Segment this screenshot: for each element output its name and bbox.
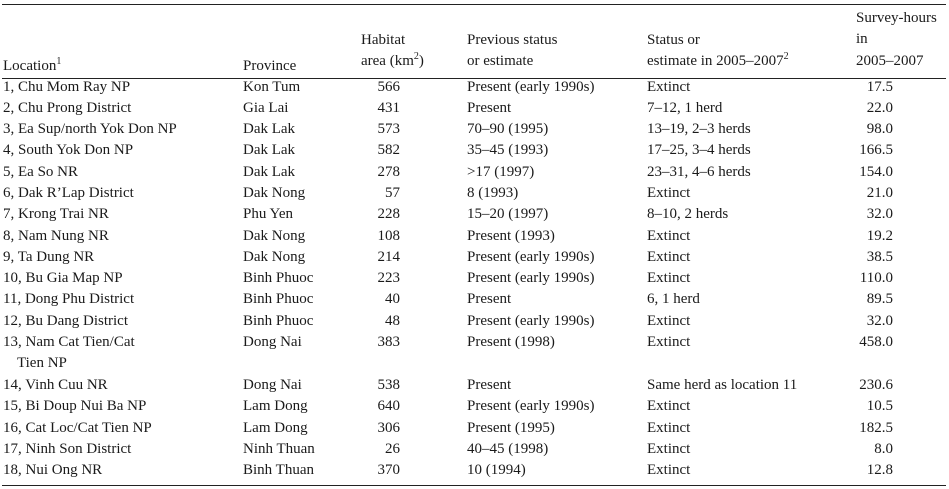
cell-status: Extinct <box>647 228 691 244</box>
table-bottom-rule <box>2 485 946 486</box>
cell-previous: Present (early 1990s) <box>467 79 595 95</box>
cell-location: 8, Nam Nung NR <box>3 228 109 244</box>
cell-area: 573 <box>377 121 400 137</box>
table-row <box>0 311 949 332</box>
table-row <box>0 226 949 247</box>
cell-hours: 38.5 <box>866 249 893 265</box>
cell-hours: 32.0 <box>866 313 893 329</box>
cell-hours: 98.0 <box>866 121 893 137</box>
cell-area: 431 <box>377 100 400 116</box>
table-row <box>0 119 949 140</box>
cell-status: Extinct <box>647 462 691 478</box>
cell-province: Lam Dong <box>243 398 308 414</box>
cell-previous: 70–90 (1995) <box>467 121 549 137</box>
cell-province: Dak Nong <box>243 185 306 201</box>
cell-hours: 8.0 <box>874 441 893 457</box>
cell-location: 1, Chu Mom Ray NP <box>3 79 131 95</box>
cell-status: Extinct <box>647 313 691 329</box>
cell-area: 214 <box>377 249 400 265</box>
cell-province: Phu Yen <box>243 206 294 222</box>
cell-location: 17, Ninh Son District <box>3 441 132 457</box>
cell-status: 6, 1 herd <box>647 291 700 307</box>
cell-hours: 154.0 <box>859 164 893 180</box>
cell-hours: 21.0 <box>866 185 893 201</box>
cell-area: 223 <box>377 270 400 286</box>
cell-location: 18, Nui Ong NR <box>3 462 103 478</box>
cell-province: Dak Nong <box>243 249 306 265</box>
cell-hours: 19.2 <box>866 228 893 244</box>
cell-previous: Present (early 1990s) <box>467 249 595 265</box>
table-row <box>0 268 949 289</box>
table-row <box>0 289 949 310</box>
cell-status: Extinct <box>647 185 691 201</box>
table-row <box>0 439 949 460</box>
cell-province: Kon Tum <box>243 79 301 95</box>
cell-province: Dak Lak <box>243 164 296 180</box>
cell-previous: Present <box>467 377 512 393</box>
table-row <box>0 375 949 396</box>
cell-province: Binh Phuoc <box>243 291 314 307</box>
cell-hours: 12.8 <box>866 462 893 478</box>
cell-province: Binh Phuoc <box>243 270 314 286</box>
cell-area: 228 <box>377 206 400 222</box>
header-location-footnote: 1 <box>56 56 62 67</box>
header-habitat-line1: Habitat <box>361 32 406 48</box>
table-row <box>0 77 949 98</box>
cell-area: 538 <box>377 377 400 393</box>
header-previous-line2: or estimate <box>467 53 534 69</box>
cell-status: 23–31, 4–6 herds <box>647 164 751 180</box>
cell-status: 13–19, 2–3 herds <box>647 121 751 137</box>
table-row <box>0 183 949 204</box>
cell-province: Dak Lak <box>243 121 296 137</box>
cell-previous: Present (early 1990s) <box>467 313 595 329</box>
table-top-rule <box>2 4 946 5</box>
table-row <box>0 332 949 371</box>
cell-previous: >17 (1997) <box>467 164 535 180</box>
cell-previous: Present (1995) <box>467 420 555 436</box>
cell-area: 306 <box>377 420 400 436</box>
cell-previous: Present (early 1990s) <box>467 398 595 414</box>
cell-location: 12, Bu Dang District <box>3 313 128 329</box>
cell-location: 6, Dak R’Lap District <box>3 185 134 201</box>
cell-status: Extinct <box>647 270 691 286</box>
cell-area: 383 <box>377 334 400 350</box>
header-hours-line3: 2005–2007 <box>856 53 924 69</box>
cell-hours: 89.5 <box>866 291 893 307</box>
cell-status: Extinct <box>647 420 691 436</box>
cell-location: 10, Bu Gia Map NP <box>3 270 123 286</box>
cell-location-continued: Tien NP <box>17 355 67 371</box>
table-row <box>0 204 949 225</box>
header-habitat-superscript: 2 <box>413 51 419 62</box>
header-previous-line1: Previous status <box>467 32 558 48</box>
cell-previous: Present (1998) <box>467 334 555 350</box>
cell-area: 582 <box>377 142 400 158</box>
cell-previous: 8 (1993) <box>467 185 519 201</box>
table-row <box>0 460 949 481</box>
table-row <box>0 396 949 417</box>
cell-province: Dak Nong <box>243 228 306 244</box>
cell-previous: Present (early 1990s) <box>467 270 595 286</box>
cell-province: Dak Lak <box>243 142 296 158</box>
header-status-text: estimate in 2005–2007 <box>647 53 784 69</box>
cell-status: Extinct <box>647 398 691 414</box>
cell-hours: 182.5 <box>859 420 893 436</box>
cell-hours: 22.0 <box>866 100 893 116</box>
header-habitat-line2 <box>361 51 424 72</box>
cell-location: 5, Ea So NR <box>3 164 78 180</box>
cell-province: Gia Lai <box>243 100 289 116</box>
header-status-line2 <box>647 51 789 72</box>
header-hours-line2: in <box>856 31 868 47</box>
cell-province: Lam Dong <box>243 420 308 436</box>
cell-status: 7–12, 1 herd <box>647 100 723 116</box>
table-row <box>0 162 949 183</box>
cell-province: Ninh Thuan <box>243 441 315 457</box>
table-row <box>0 140 949 161</box>
cell-previous: 10 (1994) <box>467 462 526 478</box>
cell-previous: Present (1993) <box>467 228 555 244</box>
cell-hours: 17.5 <box>866 79 893 95</box>
cell-status: 17–25, 3–4 herds <box>647 142 751 158</box>
cell-previous: 35–45 (1993) <box>467 142 549 158</box>
cell-area: 40 <box>385 291 400 307</box>
header-status-footnote: 2 <box>783 51 789 62</box>
cell-area: 57 <box>385 185 400 201</box>
table-row <box>0 418 949 439</box>
cell-status: Extinct <box>647 441 691 457</box>
cell-hours: 110.0 <box>859 270 893 286</box>
cell-province: Binh Thuan <box>243 462 314 478</box>
cell-area: 566 <box>377 79 400 95</box>
cell-area: 640 <box>377 398 400 414</box>
cell-previous: 15–20 (1997) <box>467 206 549 222</box>
header-province: Province <box>243 58 297 74</box>
table-row <box>0 98 949 119</box>
header-location-text: Location <box>3 58 57 74</box>
cell-hours: 32.0 <box>866 206 893 222</box>
cell-status: Extinct <box>647 249 691 265</box>
header-habitat-text: area (km <box>361 53 414 69</box>
cell-province: Binh Phuoc <box>243 313 314 329</box>
cell-location: 14, Vinh Cuu NR <box>3 377 108 393</box>
cell-previous: Present <box>467 100 512 116</box>
cell-status: Extinct <box>647 79 691 95</box>
cell-hours: 230.6 <box>859 377 893 393</box>
cell-location: 7, Krong Trai NR <box>3 206 109 222</box>
cell-location: 11, Dong Phu District <box>3 291 135 307</box>
cell-province: Dong Nai <box>243 334 302 350</box>
cell-location: 16, Cat Loc/Cat Tien NP <box>3 420 152 436</box>
cell-area: 370 <box>377 462 400 478</box>
header-location <box>3 56 61 77</box>
cell-location: 3, Ea Sup/north Yok Don NP <box>3 121 177 137</box>
cell-location: 4, South Yok Don NP <box>3 142 134 158</box>
cell-previous: Present <box>467 291 512 307</box>
cell-status: Extinct <box>647 334 691 350</box>
cell-hours: 166.5 <box>859 142 893 158</box>
cell-location: 15, Bi Doup Nui Ba NP <box>3 398 147 414</box>
header-habitat-close: ) <box>418 53 424 69</box>
cell-location: 13, Nam Cat Tien/Cat <box>3 334 135 350</box>
cell-location: 2, Chu Prong District <box>3 100 132 116</box>
cell-area: 278 <box>377 164 400 180</box>
header-status-line1: Status or <box>647 32 700 48</box>
cell-hours: 10.5 <box>866 398 893 414</box>
cell-location: 9, Ta Dung NR <box>3 249 95 265</box>
table-row <box>0 247 949 268</box>
cell-status: Same herd as location 11 <box>647 377 798 393</box>
cell-area: 48 <box>385 313 400 329</box>
header-hours-line1: Survey-hours <box>856 10 937 26</box>
cell-status: 8–10, 2 herds <box>647 206 729 222</box>
cell-area: 108 <box>377 228 400 244</box>
cell-previous: 40–45 (1998) <box>467 441 549 457</box>
cell-province: Dong Nai <box>243 377 302 393</box>
cell-hours: 458.0 <box>859 334 893 350</box>
cell-area: 26 <box>385 441 400 457</box>
